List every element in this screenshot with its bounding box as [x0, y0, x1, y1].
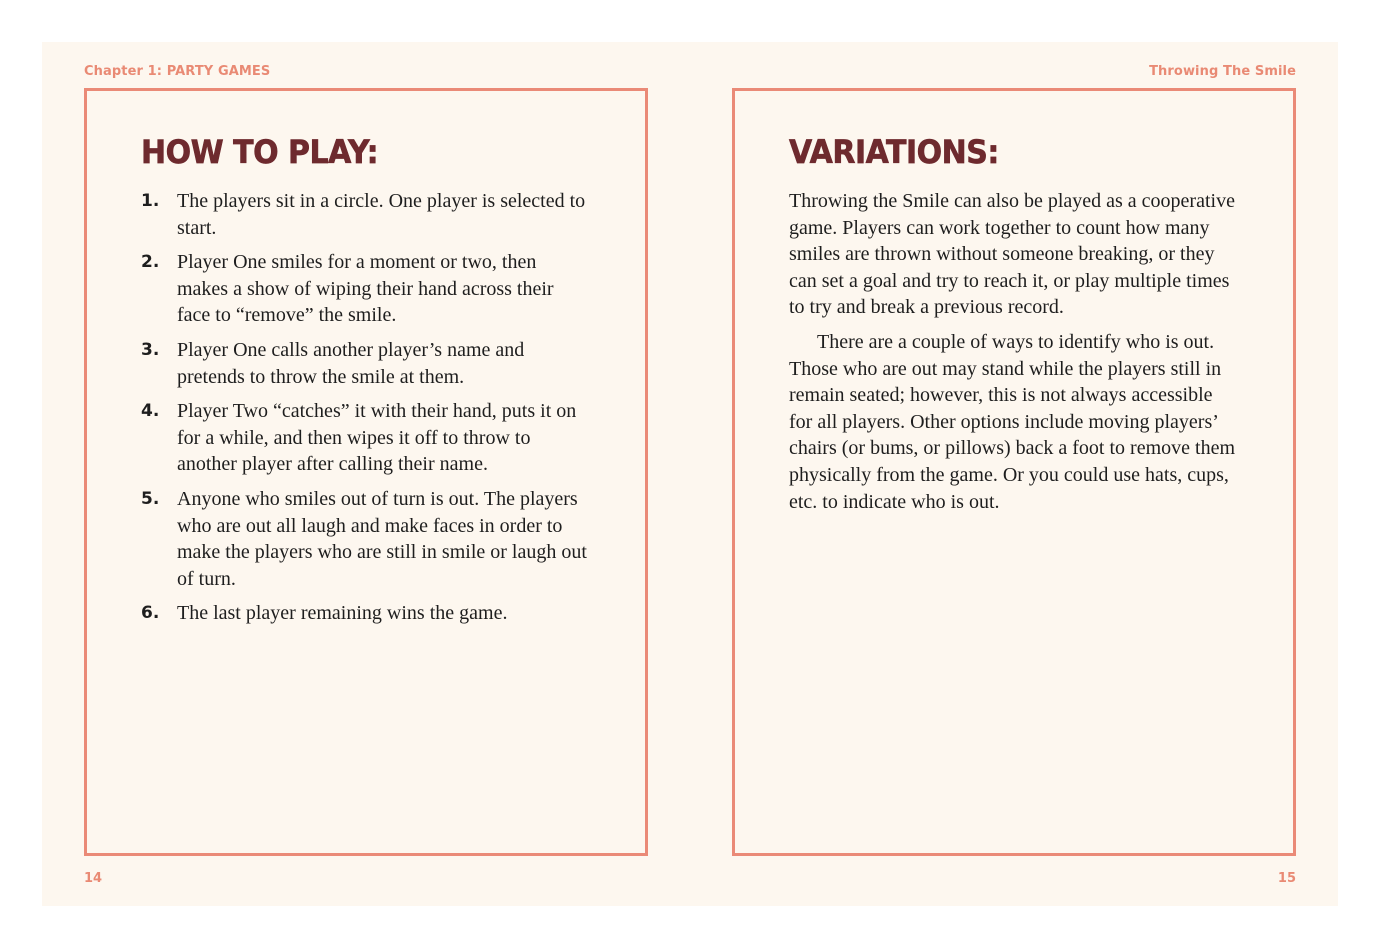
variations-paragraph: There are a couple of ways to identify who is out. Those who are out may stand while the players still in remain seated; however, this is not always accessible for all players. Other options include moving players’ chairs (or bums, or pillows) back a foot to remove them physically from the game. Or you could use hats, cups, etc. to indicate who is out. [789, 330, 1235, 513]
how-to-play-heading: HOW TO PLAY: [141, 134, 379, 172]
step-text: Player One calls another player’s name and pretends to throw the smile at them. [177, 338, 525, 388]
running-head-chapter: Chapter 1: PARTY GAMES [84, 64, 271, 79]
step-item [141, 398, 591, 478]
variations-paragraph: Throwing the Smile can also be played as a cooperative game. Players can work together to count how many smiles are thrown without someone breaking, or they can set a goal and try to reach it, or play multiple times to try and break a previous record. [789, 190, 1235, 319]
step-number: 5. [141, 488, 160, 509]
step-number: 2. [141, 252, 160, 273]
step-number: 3. [141, 339, 160, 360]
step-text: Player One smiles for a moment or two, then makes a show of wiping their hand across their face to “remove” the smile. [177, 251, 554, 327]
variations-body [789, 188, 1239, 523]
step-number: 4. [141, 401, 160, 422]
step-text: The last player remaining wins the game. [177, 602, 508, 625]
step-item [141, 600, 591, 627]
page-number-right: 15 [1277, 871, 1296, 886]
step-item [141, 249, 591, 329]
step-text: The players sit in a circle. One player is selected to start. [177, 190, 586, 239]
step-text: Anyone who smiles out of turn is out. The players who are out all laugh and make faces in order to make the players who are still in smile or laugh out of turn. [177, 487, 587, 590]
step-number: 1. [141, 191, 160, 211]
step-number: 6. [141, 603, 160, 624]
step-text: Player Two “catches” it with their hand, puts it on for a while, and then wipes it off to throw to another player after calling their name. [177, 400, 577, 476]
step-item [141, 188, 591, 241]
how-to-play-steps [141, 188, 591, 635]
step-item [141, 337, 591, 390]
page-number-left: 14 [84, 871, 103, 886]
step-item [141, 486, 591, 592]
running-head-title: Throwing The Smile [1149, 64, 1296, 79]
variations-heading: VARIATIONS: [789, 134, 999, 172]
